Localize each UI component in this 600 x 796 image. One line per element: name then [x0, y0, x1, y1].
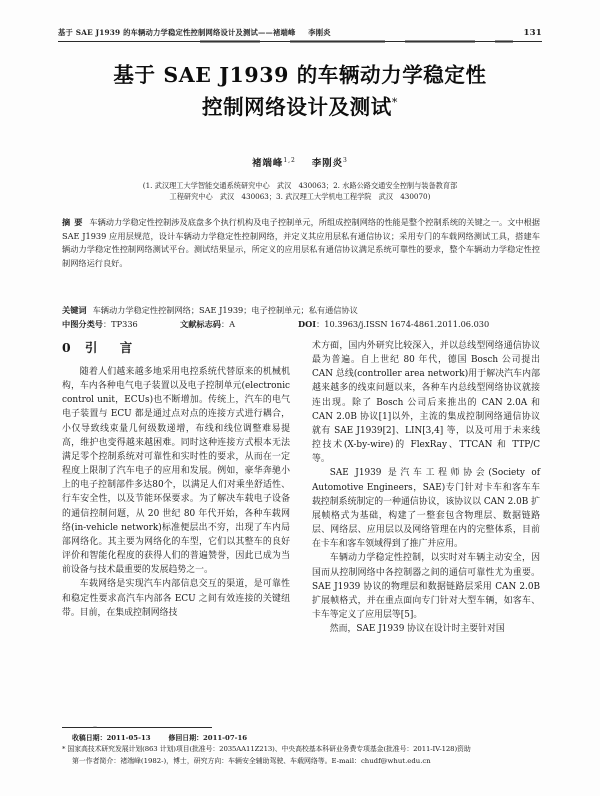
revised-label: 修回日期	[168, 734, 197, 742]
title-footnote-marker: *	[391, 96, 398, 109]
revised-value: 2011-07-16	[202, 734, 248, 742]
doi-group	[298, 318, 540, 331]
funding-note: * 国家高技术研究发展计划(863 计划)项目(批准号：2035AA11Z213)、中央高校基本科研业务费专项基金(批准号：2011-IV-128)资助	[62, 745, 471, 754]
clc-value: TP336	[111, 319, 138, 329]
received-label: 收稿日期	[72, 734, 100, 742]
running-head-authors: 李刚炎	[308, 28, 331, 37]
paragraph: 然而，SAE J1939 协议在设计时主要针对国	[329, 624, 505, 635]
paragraph: SAE J1939 是汽车工程师协会(Society of Automotive Engineers，SAE)专门针对卡车和客车车载控制系统制定的一种通信协议，该协议以 CAN 2.0B 扩展帧格式为基础，构建了一整套包含物理层、数据链路层、网络层、应用层以及网络管理在内的完整体系，目前在卡车和客车领域得到了推广并应用。	[312, 468, 540, 550]
received-value: 2011-05-13	[106, 734, 151, 742]
scan-speck	[330, 344, 333, 346]
title-line-2-text: 控制网络设计及测试	[201, 94, 392, 119]
abstract-text: 车辆动力学稳定性控制涉及底盘多个执行机构及电子控制单元，所组成控制网络的性能是整个控制系统的关键之一。文中根据 SAE J1939 应用层规范，设计车辆动力学稳定性控制网络，并定义其应用层私有通信协议；采用专门的车载网络测试工具，搭建车辆动力学稳定性控制网络测试平台。测试结果显示，所定义的应用层私有通信协议满足系统可靠性的要求，整个车辆动力学稳定性控制网络运行良好。	[62, 217, 540, 268]
keywords-text: 车辆动力学稳定性控制网络；SAE J1939；电子控制单元；私有通信协议	[92, 305, 358, 315]
doi-value: 10.3963/j.ISSN 1674-4861.2011.06.030	[324, 319, 490, 329]
running-head-left	[58, 28, 331, 38]
title-line-1: 基于 SAE J1939 的车辆动力学稳定性	[113, 63, 487, 87]
page-number: 131	[523, 28, 542, 38]
doc-code-group	[180, 318, 298, 331]
footnote-rule	[62, 727, 212, 728]
doc-code-value: A	[229, 319, 236, 329]
classification-line	[62, 318, 540, 331]
author-2-affil-marker: 3	[343, 156, 348, 164]
author-1: 褚端峰	[252, 158, 284, 169]
running-head-title: 基于 SAE J1939 的车辆动力学稳定性控制网络设计及测试——褚端峰	[58, 28, 296, 37]
running-head	[58, 28, 542, 38]
abstract-label: 摘要	[62, 217, 87, 227]
section-title: 引 言	[84, 340, 138, 355]
title-line-2	[0, 89, 600, 121]
scan-artifact-1	[200, 40, 260, 43]
doi-label: DOI	[298, 319, 317, 329]
body-column-right	[312, 339, 540, 636]
paragraph: 车载网络是实现汽车内部信息交互的渠道，是可靠性和稳定性要求高汽车内部各 ECU 之间有效连接的关键纽带。目前，在集成控制网络技	[62, 579, 290, 618]
doc-code-colon: ：	[220, 319, 230, 329]
abstract-block	[62, 216, 540, 270]
author-line	[0, 155, 600, 169]
clc-group	[62, 318, 180, 331]
author-bio-note: 第一作者简介：褚端峰(1982-)，博士，研究方向：车辆安全辅助驾驶、车载网络等。E-mail：chudf@whut.edu.cn	[72, 756, 431, 765]
footnote-block	[62, 733, 540, 767]
scan-speck	[93, 726, 97, 728]
body-column-left	[62, 339, 290, 620]
affiliation-line-1: (1. 武汉理工大学智能交通系统研究中心 武汉 430063；2. 水路公路交通安全控制与装备教育部	[142, 181, 458, 190]
clc-label: 中图分类号	[62, 319, 103, 329]
paragraph: 术方面，国内外研究比较深入，并以总线型网络通信协议最为普遍。自上世纪 80 年代，德国 Bosch 公司提出 CAN 总线(controller area network)用于解决汽车内部越来越多的线束问题以来，各种车内总线型网络协议就接连出现。除了 Bosch 公司后来推出的 CAN 2.0A 和 CAN 2.0B 协议[1]以外，主流的集成控制网络通信协议就有 SAE J1939[2]、LIN[3,4] 等，以及可用于未来线控技术(X-by-wire)的 FlexRay、TTCAN 和 TTP/C 等。	[312, 341, 540, 465]
paragraph: 车辆动力学稳定性控制，以实时对车辆主动安全，因国而从控制网络中各控制器之间的通信可靠性尤为重要。SAE J1939 协议的物理层和数据链路层采用 CAN 2.0B 扩展帧格式，并在重点面向专门针对大型车辆，如客车、卡车等定义了应用层等[5]。	[312, 553, 540, 620]
scan-artifact-4	[495, 40, 513, 43]
received-colon: ：	[99, 734, 107, 742]
revised-colon: ：	[196, 734, 203, 742]
section-number: 0	[62, 340, 76, 355]
page-title	[0, 62, 600, 121]
doi-colon: ：	[316, 319, 325, 329]
clc-colon: ：	[102, 319, 112, 329]
footnote-dates	[62, 733, 540, 744]
scan-artifact-3	[405, 40, 475, 43]
section-heading	[62, 339, 290, 357]
keywords-label: 关键词	[62, 305, 87, 315]
keywords-line	[62, 304, 540, 317]
doc-code-label: 文献标志码	[180, 319, 221, 329]
author-1-affil-marker: 1,2	[283, 156, 296, 164]
author-2: 李刚炎	[311, 158, 343, 169]
scan-artifact-2	[290, 40, 385, 43]
paragraph: 随着人们越来越多地采用电控系统代替原来的机械机构，车内各种电气电子装置以及电子控制单元(electronic control unit，ECUs)也不断增加。传统上，汽车的电气电子装置与 ECU 都是通过点对点的连接方式进行耦合，小仅导致线束量几何级数递增，布线和线位调整难易提高，维护也变得越来越困难。同时这种连接方式根本无法满足零个控制系统对可靠性和实时性的要求，从而在一定程度上限制了汽车电子的应用和发展。例如，豪华奔驰小上的电子控制部件多达80个，以满足人们对乘坐舒适性、行车安全性，以及节能环保要求。为了解决车载电子设备的通信控制问题，从 20 世纪 80 年代开始，各种车载网络(in-vehicle network)标准便层出不穷，出现了车内局部网络化。其主要为网络化的车型，它们以其整车的良好评价和智能化程度的获得人们的普遍赞誉，因此已成为当前设备与技术最重要的发展趋势之一。	[62, 367, 290, 576]
affiliation-line-2: 工程研究中心 武汉 430063；3. 武汉理工大学机电工程学院 武汉 430070)	[169, 192, 431, 201]
